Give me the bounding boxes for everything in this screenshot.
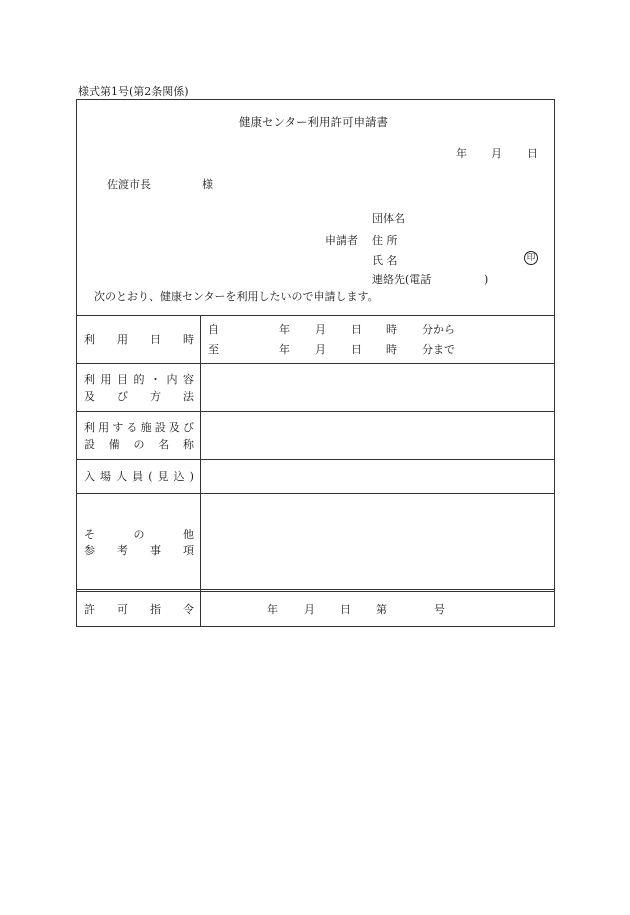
- datetime-from-hour: 時: [386, 323, 397, 336]
- datetime-from-day: 日: [351, 323, 362, 336]
- permit-number-suffix: 号: [434, 603, 445, 616]
- datetime-to-day: 日: [351, 343, 362, 356]
- datetime-to-prefix: 至: [208, 343, 219, 356]
- organization-name-label: 団体名: [372, 212, 405, 225]
- row-divider: [76, 589, 555, 590]
- row-divider: [76, 493, 555, 494]
- datetime-label: 利 用 日 時: [84, 333, 194, 346]
- row-divider: [76, 411, 555, 412]
- permit-number-prefix: 第: [376, 603, 387, 616]
- purpose-label-line2: 及 び 方 法: [84, 390, 194, 403]
- permit-year: 年: [267, 603, 278, 616]
- contact-phone-label: 連絡先(電話: [372, 273, 432, 286]
- application-statement: 次のとおり、健康センターを利用したいので申請します。: [94, 290, 379, 303]
- row-divider: [76, 363, 555, 364]
- facility-label-line2: 設 備 の 名 称: [84, 438, 194, 451]
- datetime-to-month: 月: [315, 343, 326, 356]
- name-label: 氏 名: [372, 254, 398, 267]
- datetime-from-prefix: 自: [208, 323, 219, 336]
- row-divider: [76, 459, 555, 460]
- date-day-unit: 日: [527, 147, 538, 160]
- datetime-from-month: 月: [315, 323, 326, 336]
- attendance-label: 入 場 人 員 ( 見 込 ): [84, 470, 194, 483]
- datetime-from-year: 年: [279, 323, 290, 336]
- permit-label: 許 可 指 令: [84, 603, 194, 616]
- row-divider-double: [76, 591, 555, 592]
- date-month-unit: 月: [491, 147, 502, 160]
- purpose-label-line1: 利 用 目 的 ・ 内 容: [84, 373, 194, 386]
- datetime-to-hour: 時: [386, 343, 397, 356]
- date-year-unit: 年: [456, 147, 467, 160]
- datetime-to-suffix: 分まで: [422, 343, 455, 356]
- column-divider: [200, 315, 201, 627]
- address-label: 住 所: [372, 234, 398, 247]
- form-number: 様式第1号(第2条関係): [78, 85, 189, 98]
- permit-day: 日: [340, 603, 351, 616]
- other-label-line2: 参 考 事 項: [84, 544, 194, 557]
- facility-label-line1: 利 用 す る 施 設 及 び: [84, 421, 194, 434]
- datetime-to-year: 年: [279, 343, 290, 356]
- other-label-line1: そ の 他: [84, 528, 194, 541]
- addressee-name: 佐渡市長: [107, 178, 151, 191]
- table-top-border: [76, 315, 555, 316]
- addressee-honorific: 様: [202, 178, 213, 191]
- datetime-from-suffix: 分から: [422, 323, 455, 336]
- applicant-label: 申請者: [325, 234, 358, 247]
- permit-month: 月: [304, 603, 315, 616]
- form-title: 健康センター利用許可申請書: [239, 115, 389, 129]
- seal-icon: 印: [524, 251, 538, 265]
- contact-phone-close: ): [484, 273, 489, 286]
